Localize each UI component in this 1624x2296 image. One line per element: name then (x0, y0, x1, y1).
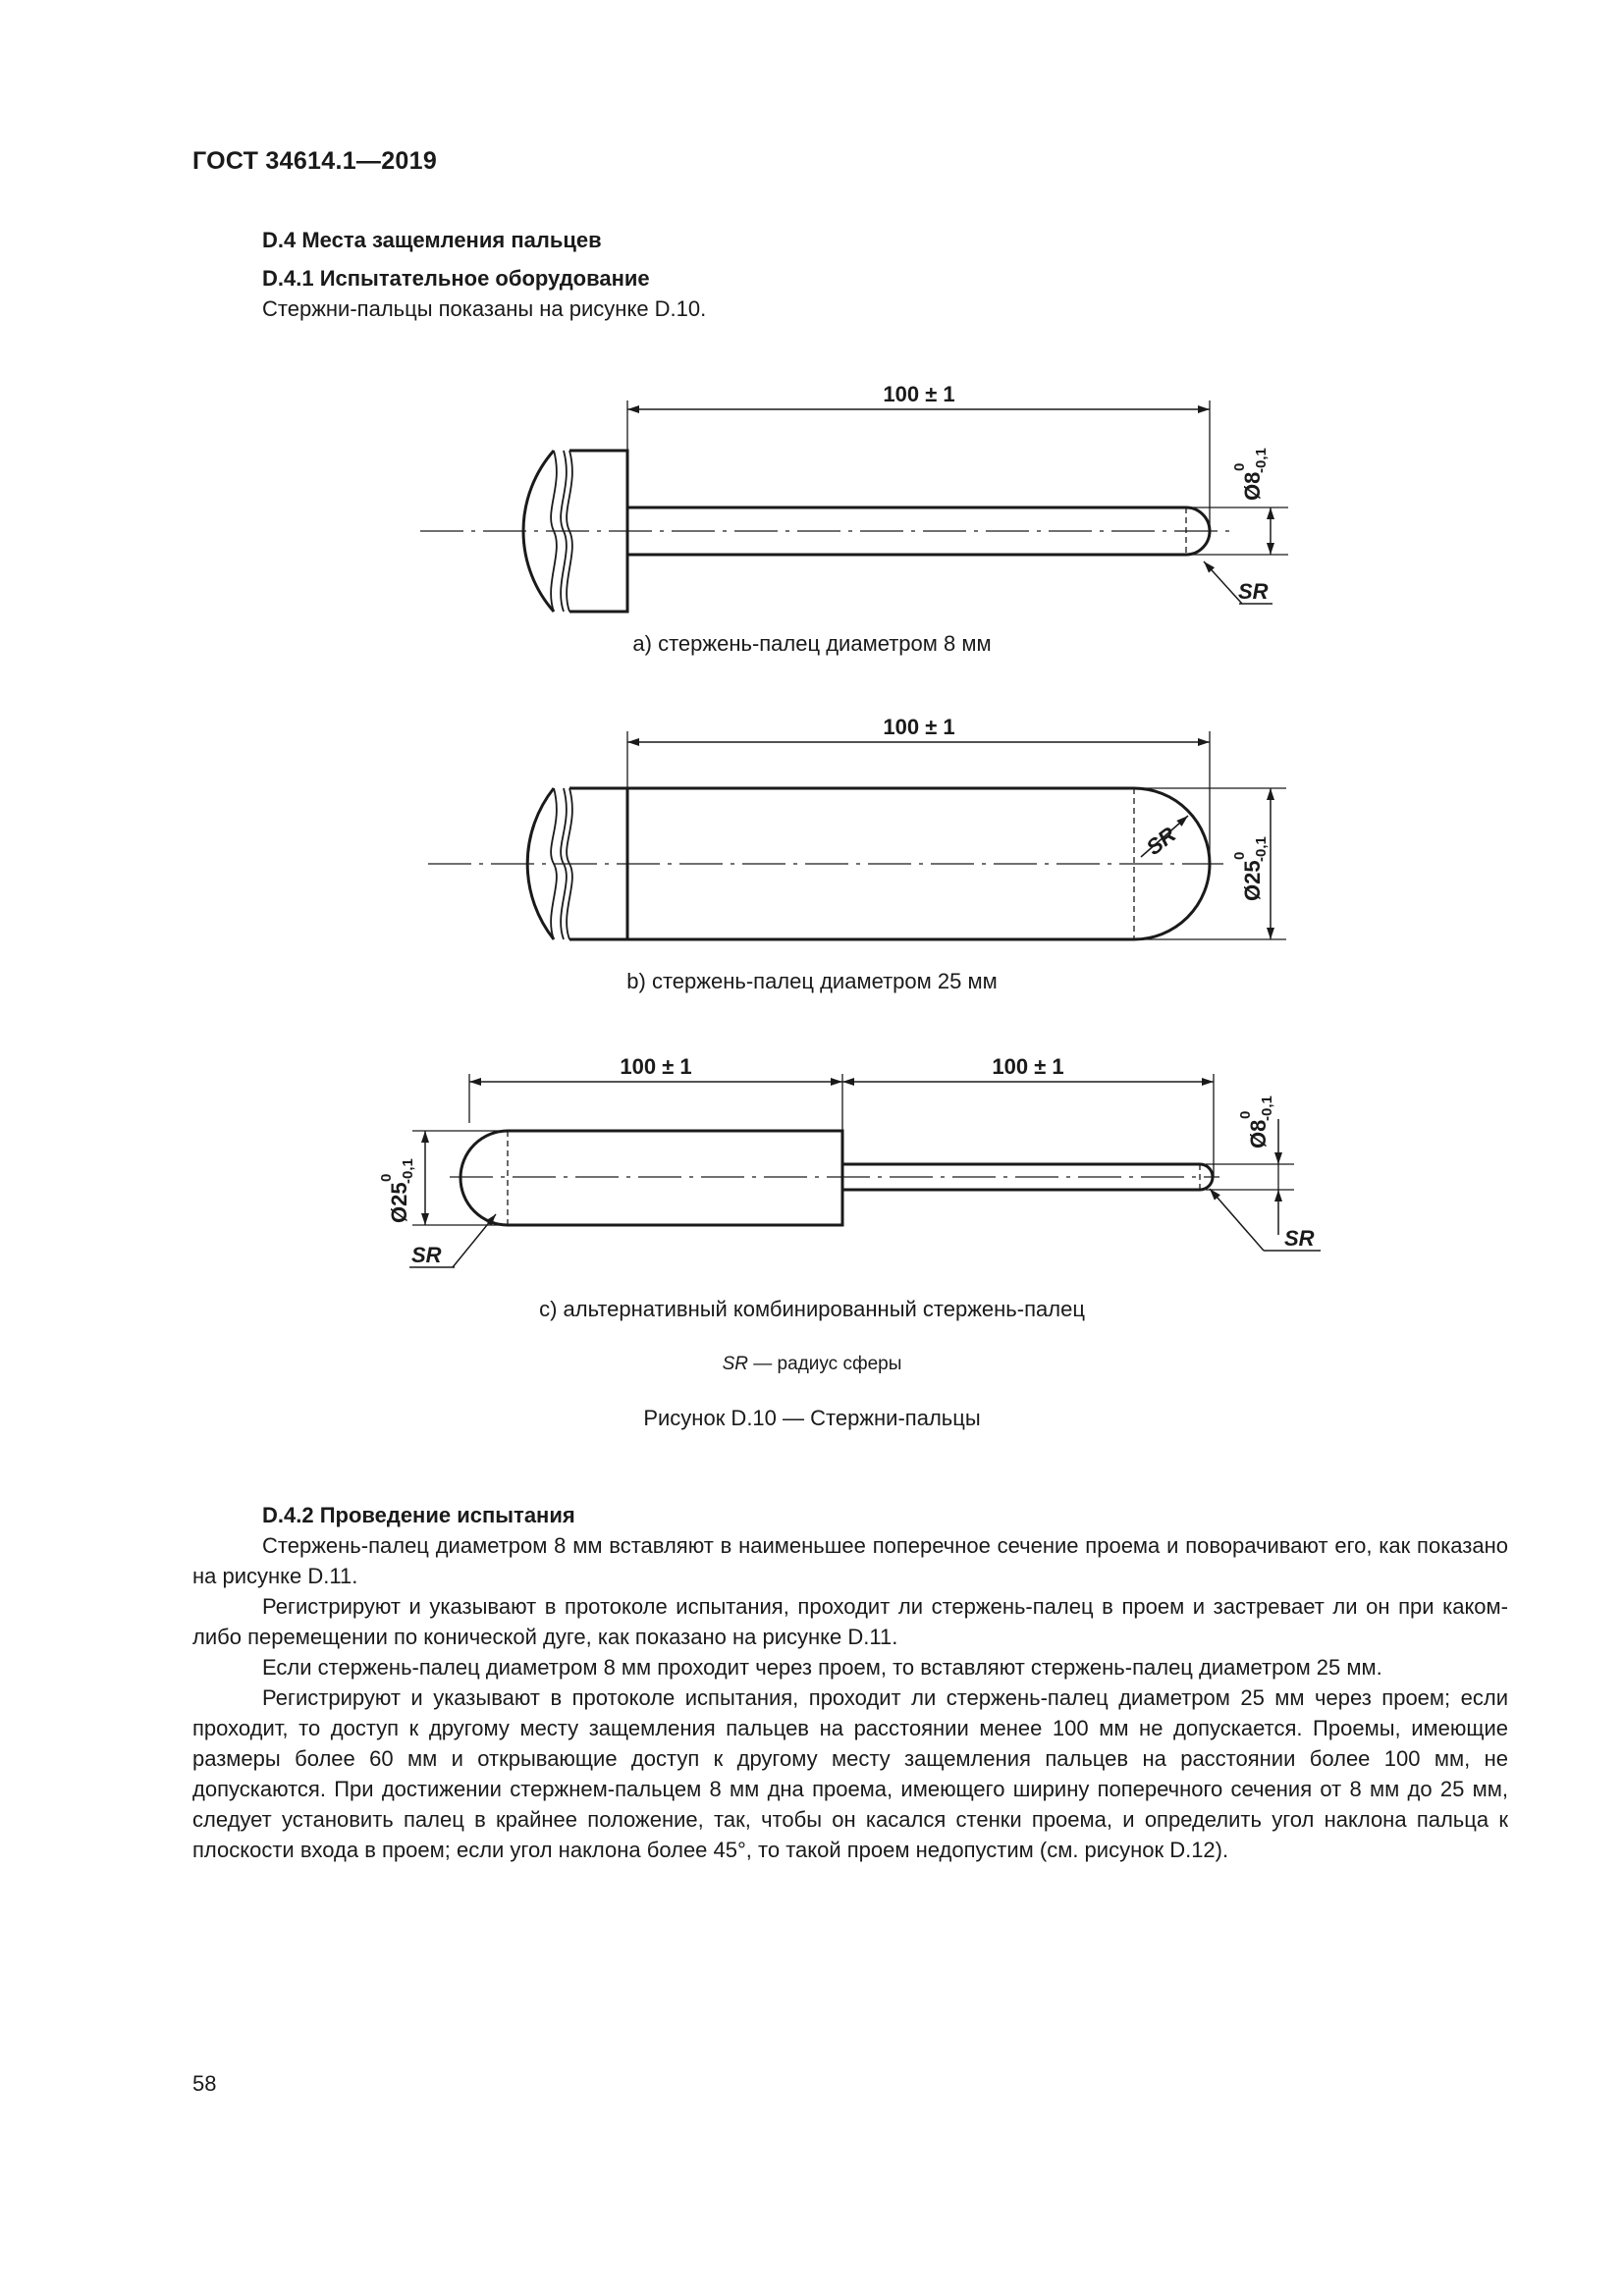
fig-c-length-dim-left: 100 ± 1 (620, 1054, 692, 1079)
paragraph-4: Регистрируют и указывают в протоколе испытания, проходит ли стержень-палец диаметром 25 мм через проем; если проходит, то доступ к другому месту защемления пальцев на расстоянии менее 100 мм не допускается. Проемы, имеющие размеры более 60 мм и открывающие доступ к другому месту защемления пальцев на расстоянии более 100 мм, не допускаются. При достижении стержнем-пальцем 8 мм дна проема, имеющего ширину поперечного сечения от 8 мм до 25 мм, следует установить палец в крайнее положение, так, чтобы он касался стенки проема, и определить угол наклона пальца к плоскости входа в проем; если угол наклона более 45°, то такой проем недопустим (см. рисунок D.12). (192, 1685, 1508, 1862)
paragraph-2: Регистрируют и указывают в протоколе испытания, проходит ли стержень-палец в проем и застревает ли он при каком-либо перемещении по конической дуге, как показано на рисунке D.11. (192, 1594, 1508, 1649)
fig-c-diam25-tol-lower: -0,1 (400, 1158, 416, 1184)
test-section (192, 1500, 1508, 1865)
paragraph-3: Если стержень-палец диаметром 8 мм проходит через проем, то вставляют стержень-палец диаметром 25 мм. (262, 1655, 1382, 1680)
subsection-heading: D.4.1 Испытательное оборудование (262, 266, 650, 291)
fig-b-tol-upper: 0 (1231, 851, 1248, 860)
fig-c-diam8-value: Ø8 (1246, 1119, 1271, 1148)
fig-b-length-dim: 100 ± 1 (883, 715, 955, 739)
fig-a-length-dim: 100 ± 1 (883, 382, 955, 406)
fig-c-diam25-value: Ø25 (387, 1182, 411, 1223)
fig-c-diameter-8-dim (1237, 1095, 1275, 1148)
figure-c-caption: c) альтернативный комбинированный стержень-палец (539, 1297, 1085, 1321)
fig-b-tol-lower: -0,1 (1253, 836, 1270, 862)
paragraph-1: Стержень-палец диаметром 8 мм вставляют в наименьшее поперечное сечение проема и поворачивают его, как показано на рисунке D.11. (192, 1533, 1508, 1588)
fig-a-sr-label: SR (1238, 579, 1269, 604)
figure-a-caption: a) стержень-палец диаметром 8 мм (632, 631, 992, 656)
section-heading: D.4 Места защемления пальцев (262, 228, 602, 252)
fig-b-diam-value: Ø25 (1240, 860, 1265, 901)
fig-b-sr-label: SR (1141, 822, 1181, 860)
test-heading: D.4.2 Проведение испытания (262, 1503, 575, 1527)
figure-a-drawing (420, 400, 1288, 612)
fig-a-tol-lower: -0,1 (1253, 448, 1270, 473)
fig-c-diameter-25-dim (378, 1158, 416, 1223)
fig-b-diameter-dim (1231, 836, 1270, 901)
fig-c-diam25-tol-upper: 0 (378, 1173, 395, 1182)
fig-c-diam8-tol-upper: 0 (1237, 1110, 1254, 1119)
figure-c-drawing (409, 1074, 1321, 1267)
standard-header: ГОСТ 34614.1—2019 (192, 147, 438, 175)
svg-text:Ø8 (1240, 472, 1265, 501)
fig-c-sr-label-right: SR (1284, 1226, 1315, 1251)
legend-text: — радиус сферы (748, 1354, 902, 1374)
fig-a-diam-value: Ø8 (1240, 471, 1265, 501)
fig-c-sr-label-left: SR (411, 1243, 442, 1267)
figure-title: Рисунок D.10 — Стержни-пальцы (643, 1406, 981, 1430)
fig-c-diam8-tol-lower: -0,1 (1259, 1095, 1275, 1121)
figure-b-caption: b) стержень-палец диаметром 25 мм (626, 969, 998, 993)
figure-legend (0, 1354, 1624, 1375)
page-number: 58 (192, 2071, 217, 2096)
fig-a-diameter-dim (1231, 448, 1270, 501)
fig-a-tol-upper: 0 (1231, 462, 1248, 471)
legend-symbol: SR (722, 1354, 748, 1374)
intro-text: Стержни-пальцы показаны на рисунке D.10. (262, 296, 707, 321)
fig-c-length-dim-right: 100 ± 1 (992, 1054, 1064, 1079)
